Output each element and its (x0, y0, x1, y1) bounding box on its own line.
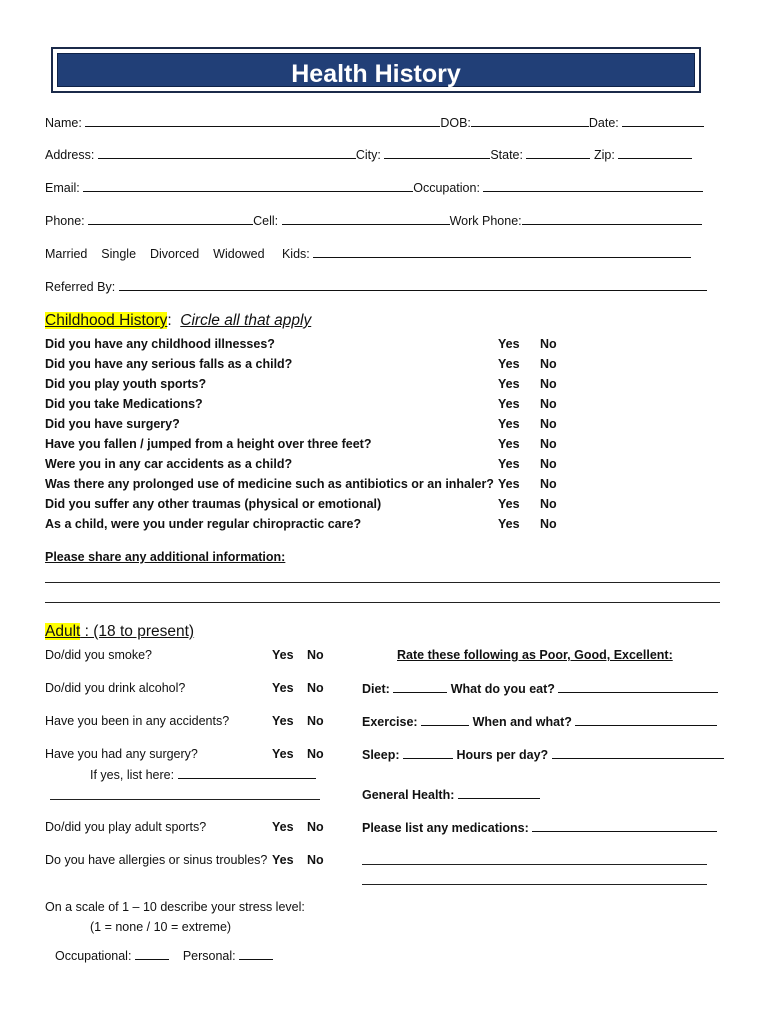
medications-line-2[interactable] (362, 884, 707, 885)
diet-row (362, 681, 718, 696)
no-option[interactable]: No (307, 820, 324, 834)
title-banner (51, 47, 701, 93)
childhood-question: Have you fallen / jumped from a height over three feet? (45, 437, 372, 451)
page-title: Health History (291, 60, 461, 88)
no-option[interactable]: No (307, 648, 324, 662)
sports-question: Do/did you play adult sports? (45, 820, 207, 834)
widowed-option[interactable]: Widowed (213, 247, 265, 261)
no-option[interactable]: No (540, 517, 557, 531)
childhood-question: Did you have surgery? (45, 417, 180, 431)
what-eat-label: What do you eat? (450, 682, 555, 696)
no-option[interactable]: No (307, 681, 324, 695)
referred-field[interactable] (119, 279, 707, 291)
yes-option[interactable]: Yes (498, 377, 520, 391)
yes-option[interactable]: Yes (498, 417, 520, 431)
kids-label: Kids: (281, 247, 310, 261)
surgery-list-row (90, 767, 316, 782)
childhood-question: As a child, were you under regular chiropractic care? (45, 517, 362, 531)
medications-field[interactable] (532, 820, 717, 832)
address-field[interactable] (98, 147, 356, 159)
no-option[interactable]: No (540, 357, 557, 371)
city-label: City: (355, 148, 381, 162)
additional-line-2[interactable] (45, 602, 720, 603)
diet-label: Diet: (362, 682, 390, 696)
additional-line-1[interactable] (45, 582, 720, 583)
date-field[interactable] (622, 115, 704, 127)
cell-field[interactable] (282, 213, 450, 225)
additional-info-label: Please share any additional information: (45, 550, 286, 564)
sleep-label: Sleep: (362, 748, 400, 762)
childhood-question: Did you have any serious falls as a child? (45, 357, 293, 371)
surgery-list-field[interactable] (178, 767, 316, 779)
surgery-question: Have you had any surgery? (45, 747, 198, 761)
referred-label: Referred By: (45, 280, 116, 294)
yes-option[interactable]: Yes (272, 820, 294, 834)
occupation-label: Occupation: (413, 181, 480, 195)
what-eat-field[interactable] (558, 681, 718, 693)
no-option[interactable]: No (540, 437, 557, 451)
yes-option[interactable]: Yes (498, 357, 520, 371)
zip-label: Zip: (593, 148, 615, 162)
no-option[interactable]: No (540, 457, 557, 471)
yes-option[interactable]: Yes (498, 337, 520, 351)
referred-row (45, 279, 707, 294)
childhood-question: Was there any prolonged use of medicine such as antibiotics or an inhaler? (45, 477, 494, 491)
childhood-question: Did you have any childhood illnesses? (45, 337, 275, 351)
yes-option[interactable]: Yes (272, 714, 294, 728)
address-label: Address: (45, 148, 95, 162)
adult-heading (45, 623, 194, 641)
medications-line-1[interactable] (362, 864, 707, 865)
name-field[interactable] (85, 115, 440, 127)
sleep-field[interactable] (403, 747, 453, 759)
email-label: Email: (45, 181, 80, 195)
hours-label: Hours per day? (456, 748, 549, 762)
surgery-list-line[interactable] (50, 799, 320, 800)
adult-subtitle: : (18 to present) (80, 623, 195, 640)
no-option[interactable]: No (540, 417, 557, 431)
occupational-stress-field[interactable] (135, 948, 169, 960)
work-phone-field[interactable] (522, 213, 702, 225)
sleep-row (362, 747, 724, 762)
childhood-heading (45, 312, 311, 330)
exercise-label: Exercise: (362, 715, 418, 729)
state-field[interactable] (526, 147, 590, 159)
yes-option[interactable]: Yes (498, 497, 520, 511)
yes-option[interactable]: Yes (498, 397, 520, 411)
married-option[interactable]: Married (45, 247, 88, 261)
occupation-field[interactable] (483, 180, 703, 192)
yes-option[interactable]: Yes (272, 681, 294, 695)
childhood-question: Did you take Medications? (45, 397, 203, 411)
no-option[interactable]: No (307, 747, 324, 761)
yes-option[interactable]: Yes (272, 648, 294, 662)
yes-option[interactable]: Yes (498, 477, 520, 491)
no-option[interactable]: No (540, 397, 557, 411)
yes-option[interactable]: Yes (498, 457, 520, 471)
no-option[interactable]: No (540, 337, 557, 351)
stress-inputs-row (55, 948, 273, 963)
exercise-row (362, 714, 717, 729)
medications-row (362, 820, 717, 835)
childhood-title: Childhood History (45, 312, 168, 329)
allergies-question: Do you have allergies or sinus troubles? (45, 853, 268, 867)
kids-field[interactable] (313, 246, 691, 258)
phone-field[interactable] (88, 213, 253, 225)
phone-label: Phone: (45, 214, 85, 228)
childhood-colon: : (167, 312, 172, 329)
email-field[interactable] (83, 180, 413, 192)
when-what-field[interactable] (575, 714, 717, 726)
address-row (45, 147, 692, 162)
childhood-question: Were you in any car accidents as a child? (45, 457, 293, 471)
childhood-question: Did you suffer any other traumas (physical or emotional) (45, 497, 382, 511)
work-phone-label: Work Phone: (449, 214, 522, 228)
phone-row (45, 213, 702, 228)
yes-option[interactable]: Yes (272, 853, 294, 867)
zip-field[interactable] (618, 147, 692, 159)
marital-row (45, 246, 691, 261)
personal-stress-field[interactable] (239, 948, 273, 960)
yes-option[interactable]: Yes (272, 747, 294, 761)
smoke-question: Do/did you smoke? (45, 648, 153, 662)
single-option[interactable]: Single (101, 247, 137, 261)
email-row (45, 180, 703, 195)
childhood-subtitle: Circle all that apply (180, 312, 312, 329)
diet-field[interactable] (393, 681, 447, 693)
no-option[interactable]: No (540, 377, 557, 391)
yes-option[interactable]: Yes (498, 437, 520, 451)
accidents-question: Have you been in any accidents? (45, 714, 230, 728)
name-row (45, 115, 704, 130)
when-what-label: When and what? (472, 715, 572, 729)
no-option[interactable]: No (307, 853, 324, 867)
no-option[interactable]: No (540, 477, 557, 491)
adult-title: Adult (45, 623, 81, 640)
name-label: Name: (45, 116, 82, 130)
alcohol-question: Do/did you drink alcohol? (45, 681, 186, 695)
yes-option[interactable]: Yes (498, 517, 520, 531)
cell-label: Cell: (253, 214, 279, 228)
no-option[interactable]: No (540, 497, 557, 511)
no-option[interactable]: No (307, 714, 324, 728)
general-health-field[interactable] (458, 787, 540, 799)
divorced-option[interactable]: Divorced (149, 247, 200, 261)
childhood-question: Did you play youth sports? (45, 377, 207, 391)
general-health-row (362, 787, 540, 802)
exercise-field[interactable] (421, 714, 469, 726)
personal-label: Personal: (182, 949, 236, 963)
rate-heading: Rate these following as Poor, Good, Excellent: (397, 648, 673, 662)
stress-scale-note: (1 = none / 10 = extreme) (90, 920, 232, 934)
occupational-label: Occupational: (55, 949, 132, 963)
date-label: Date: (588, 116, 619, 130)
general-health-label: General Health: (362, 788, 455, 802)
hours-field[interactable] (552, 747, 724, 759)
city-field[interactable] (384, 147, 490, 159)
dob-field[interactable] (471, 115, 589, 127)
dob-label: DOB: (440, 116, 471, 130)
state-label: State: (490, 148, 523, 162)
title-banner-fill (57, 53, 695, 87)
stress-question: On a scale of 1 – 10 describe your stress level: (45, 900, 305, 914)
medications-label: Please list any medications: (362, 821, 529, 835)
if-yes-label: If yes, list here: (90, 768, 175, 782)
